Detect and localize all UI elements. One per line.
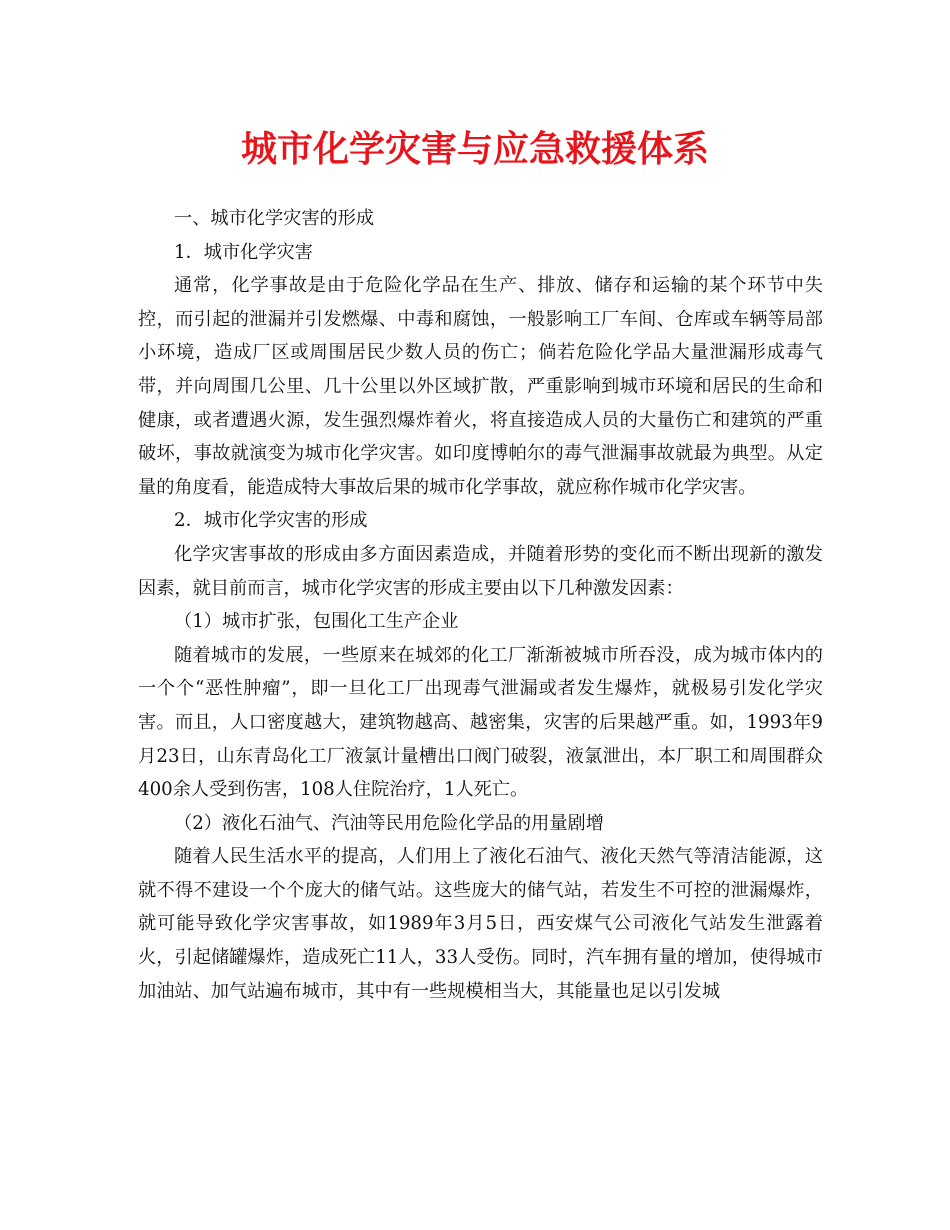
subsection-heading: （1）城市扩张，包围化工生产企业 <box>174 611 459 633</box>
body-paragraph: 随着城市的发展，一些原来在城郊的化工厂渐渐被城市所吞没，成为城市体内的一个个“恶性肿瘤”，即一旦化工厂出现毒气泄漏或者发生爆炸，就极易引发化学灾害。而且，人口密度越大，建筑物越高、越密集，灾害的后果越严重。如，1993年9月23日，山东青岛化工厂液氯计量槽出口阀门破裂，液氯泄出，本厂职工和周围群众400余人受到伤害，108人住院治疗，1人死亡。 <box>138 644 823 801</box>
document-title: 城市化学灾害与应急救援体系 <box>240 128 709 170</box>
document-body <box>138 202 823 1008</box>
section-heading: 一、城市化学灾害的形成 <box>174 208 375 229</box>
subsection-heading: （2）液化石油气、汽油等民用危险化学品的用量剧增 <box>174 812 604 834</box>
subsection-heading: 1．城市化学灾害 <box>174 241 313 263</box>
subsection-heading: 2．城市化学灾害的形成 <box>174 510 368 532</box>
body-paragraph: 通常，化学事故是由于危险化学品在生产、排放、储存和运输的某个环节中失控，而引起的泄漏并引发燃爆、中毒和腐蚀，一般影响工厂车间、仓库或车辆等局部小环境，造成厂区或周围居民少数人员的伤亡；倘若危险化学品大量泄漏形成毒气带，并向周围几公里、几十公里以外区域扩散，严重影响到城市环境和居民的生命和健康，或者遭遇火源，发生强烈爆炸着火，将直接造成人员的大量伤亡和建筑的严重破坏，事故就演变为城市化学灾害。如印度博帕尔的毒气泄漏事故就最为典型。从定量的角度看，能造成特大事故后果的城市化学事故，就应称作城市化学灾害。 <box>138 275 823 498</box>
body-paragraph: 随着人民生活水平的提高，人们用上了液化石油气、液化天然气等清洁能源，这就不得不建设一个个庞大的储气站。这些庞大的储气站，若发生不可控的泄漏爆炸，就可能导致化学灾害事故，如1989年3月5日，西安煤气公司液化气站发生泄露着火，引起储罐爆炸，造成死亡11人，33人受伤。同时，汽车拥有量的增加，使得城市加油站、加气站遍布城市，其中有一些规模相当大，其能量也足以引发城 <box>138 846 823 1002</box>
body-paragraph: 化学灾害事故的形成由多方面因素造成，并随着形势的变化而不断出现新的激发因素，就目前而言，城市化学灾害的形成主要由以下几种激发因素： <box>138 543 823 599</box>
